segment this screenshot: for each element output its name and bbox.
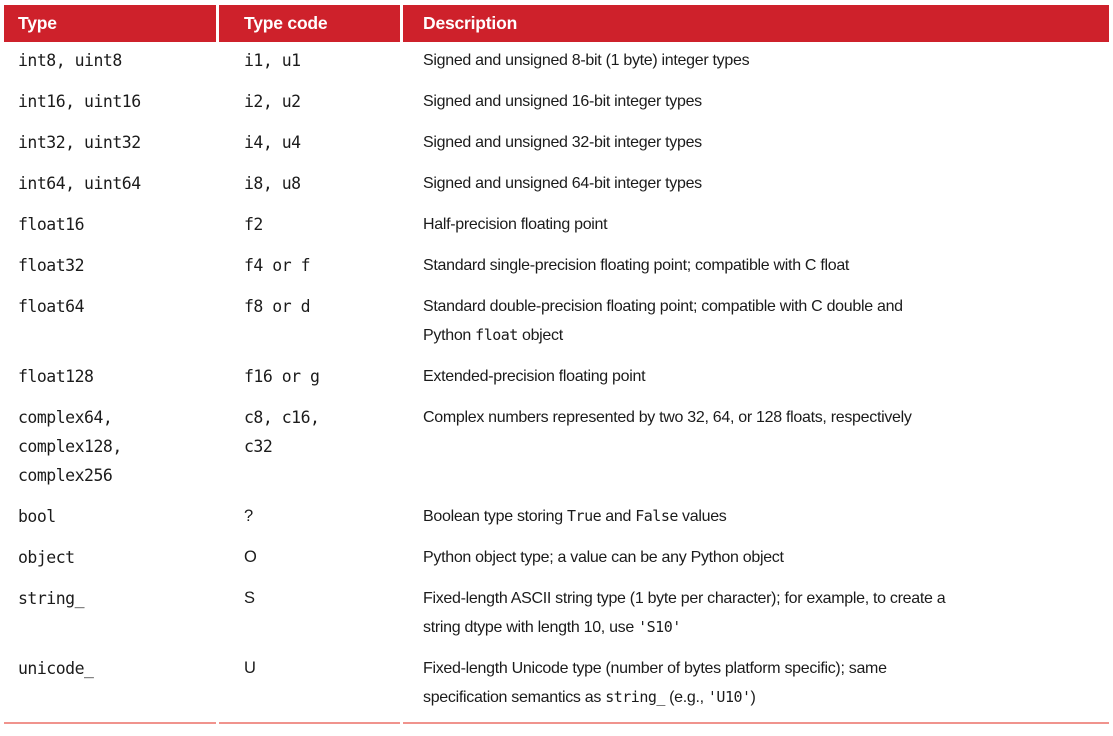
text-line: int8, uint8 (18, 51, 122, 70)
desc-text: Standard double-precision floating point; compatible with C double and (423, 298, 903, 315)
desc-text: Signed and unsigned 64-bit integer types (423, 175, 702, 192)
text-line: f16 or g (244, 367, 320, 386)
text-line: complex256 (18, 466, 113, 485)
desc-text: Python (423, 327, 476, 344)
text-line: bool (18, 507, 56, 526)
inline-code: float (475, 326, 518, 344)
text-line: string_ (18, 589, 85, 608)
desc-text: Signed and unsigned 8-bit (1 byte) integer types (423, 52, 750, 69)
type-cell-row-12 (4, 650, 216, 720)
desc-cell-row-11 (403, 580, 1109, 650)
inline-code: 'U10' (707, 688, 751, 706)
type-cell-row-10 (4, 539, 216, 580)
desc-cell-row-3 (403, 165, 1109, 206)
code-cell-row-2 (219, 124, 400, 165)
code-cell-row-6 (219, 288, 400, 358)
text-line: ? (244, 507, 254, 525)
text-line (423, 502, 1109, 531)
desc-text: Signed and unsigned 32-bit integer types (423, 134, 702, 151)
text-line: int32, uint32 (18, 133, 141, 152)
text-line (423, 584, 1109, 613)
type-cell-row-0 (4, 42, 216, 83)
text-line: object (18, 548, 75, 567)
desc-text: values (677, 508, 727, 525)
inline-code: True (567, 507, 602, 525)
code-cell-row-3 (219, 165, 400, 206)
desc-text: and (601, 508, 636, 525)
desc-cell-row-6 (403, 288, 1109, 358)
desc-cell-row-7 (403, 358, 1109, 399)
text-line (423, 210, 1109, 239)
text-line (423, 128, 1109, 157)
code-cell-row-9 (219, 498, 400, 539)
desc-cell-row-8 (403, 399, 1109, 498)
text-line: float16 (18, 215, 85, 234)
text-line (423, 654, 1109, 683)
desc-cell-row-12 (403, 650, 1109, 720)
desc-cell-row-5 (403, 247, 1109, 288)
text-line: complex128, (18, 437, 122, 456)
desc-text: Python object type; a value can be any Python object (423, 549, 784, 566)
text-line (423, 362, 1109, 391)
code-cell-row-4 (219, 206, 400, 247)
desc-text: Complex numbers represented by two 32, 64, or 128 floats, respectively (423, 409, 912, 426)
text-line (423, 87, 1109, 116)
text-line (423, 251, 1109, 280)
desc-cell-row-4 (403, 206, 1109, 247)
type-cell-row-2 (4, 124, 216, 165)
table-bottom-rule-segment (403, 722, 1109, 724)
type-cell-row-11 (4, 580, 216, 650)
text-line (423, 46, 1109, 75)
type-cell-row-4 (4, 206, 216, 247)
text-line: float32 (18, 256, 85, 275)
text-line: i4, u4 (244, 133, 301, 152)
text-line: unicode_ (18, 659, 94, 678)
text-line: c32 (244, 437, 273, 456)
desc-text: Extended-precision floating point (423, 368, 646, 385)
inline-code: False (635, 507, 678, 525)
type-cell-row-7 (4, 358, 216, 399)
text-line (423, 543, 1109, 572)
desc-text: string dtype with length 10, use (423, 619, 639, 636)
code-cell-row-5 (219, 247, 400, 288)
text-line (423, 683, 1109, 712)
desc-cell-row-1 (403, 83, 1109, 124)
text-line (423, 292, 1109, 321)
type-cell-row-9 (4, 498, 216, 539)
desc-text: ) (750, 689, 756, 706)
type-cell-row-5 (4, 247, 216, 288)
desc-text: Boolean type storing (423, 508, 568, 525)
table-bottom-rule-segment (219, 722, 400, 724)
table-bottom-rule-segment (4, 722, 216, 724)
column-header-type (4, 5, 216, 42)
desc-text: (e.g., (664, 689, 708, 706)
type-cell-row-1 (4, 83, 216, 124)
text-line (423, 321, 1109, 350)
text-line: int16, uint16 (18, 92, 141, 111)
desc-text: object (517, 327, 563, 344)
code-cell-row-7 (219, 358, 400, 399)
column-header-type-code-label: Type code (244, 13, 328, 33)
type-cell-row-8 (4, 399, 216, 498)
text-line (423, 169, 1109, 198)
text-line: float64 (18, 297, 85, 316)
desc-cell-row-2 (403, 124, 1109, 165)
text-line: c8, c16, (244, 408, 320, 427)
type-cell-row-3 (4, 165, 216, 206)
column-header-description-label: Description (423, 13, 518, 33)
desc-text: Fixed-length ASCII string type (1 byte per character); for example, to create a (423, 590, 946, 607)
text-line: float128 (18, 367, 94, 386)
desc-cell-row-0 (403, 42, 1109, 83)
desc-text: specification semantics as (423, 689, 606, 706)
code-cell-row-11 (219, 580, 400, 650)
code-cell-row-0 (219, 42, 400, 83)
text-line: S (244, 589, 256, 607)
text-line: f8 or d (244, 297, 311, 316)
text-line (423, 403, 1109, 432)
desc-text: Signed and unsigned 16-bit integer types (423, 93, 702, 110)
text-line: U (244, 659, 256, 677)
column-header-type-code (219, 5, 400, 42)
inline-code: 'S10' (638, 618, 681, 636)
text-line: f4 or f (244, 256, 311, 275)
text-line: O (244, 548, 257, 566)
text-line: f2 (244, 215, 263, 234)
text-line: i2, u2 (244, 92, 301, 111)
text-line: i1, u1 (244, 51, 301, 70)
column-header-type-label: Type (18, 13, 57, 33)
desc-text: Standard single-precision floating point; compatible with C float (423, 257, 850, 274)
code-cell-row-8 (219, 399, 400, 498)
text-line (423, 613, 1109, 642)
desc-cell-row-9 (403, 498, 1109, 539)
column-header-description (403, 5, 1109, 42)
desc-text: Fixed-length Unicode type (number of bytes platform specific); same (423, 660, 887, 677)
desc-cell-row-10 (403, 539, 1109, 580)
text-line: int64, uint64 (18, 174, 141, 193)
desc-text: Half-precision floating point (423, 216, 608, 233)
code-cell-row-10 (219, 539, 400, 580)
inline-code: string_ (605, 688, 665, 706)
text-line: i8, u8 (244, 174, 301, 193)
text-line: complex64, (18, 408, 113, 427)
type-cell-row-6 (4, 288, 216, 358)
code-cell-row-12 (219, 650, 400, 720)
code-cell-row-1 (219, 83, 400, 124)
